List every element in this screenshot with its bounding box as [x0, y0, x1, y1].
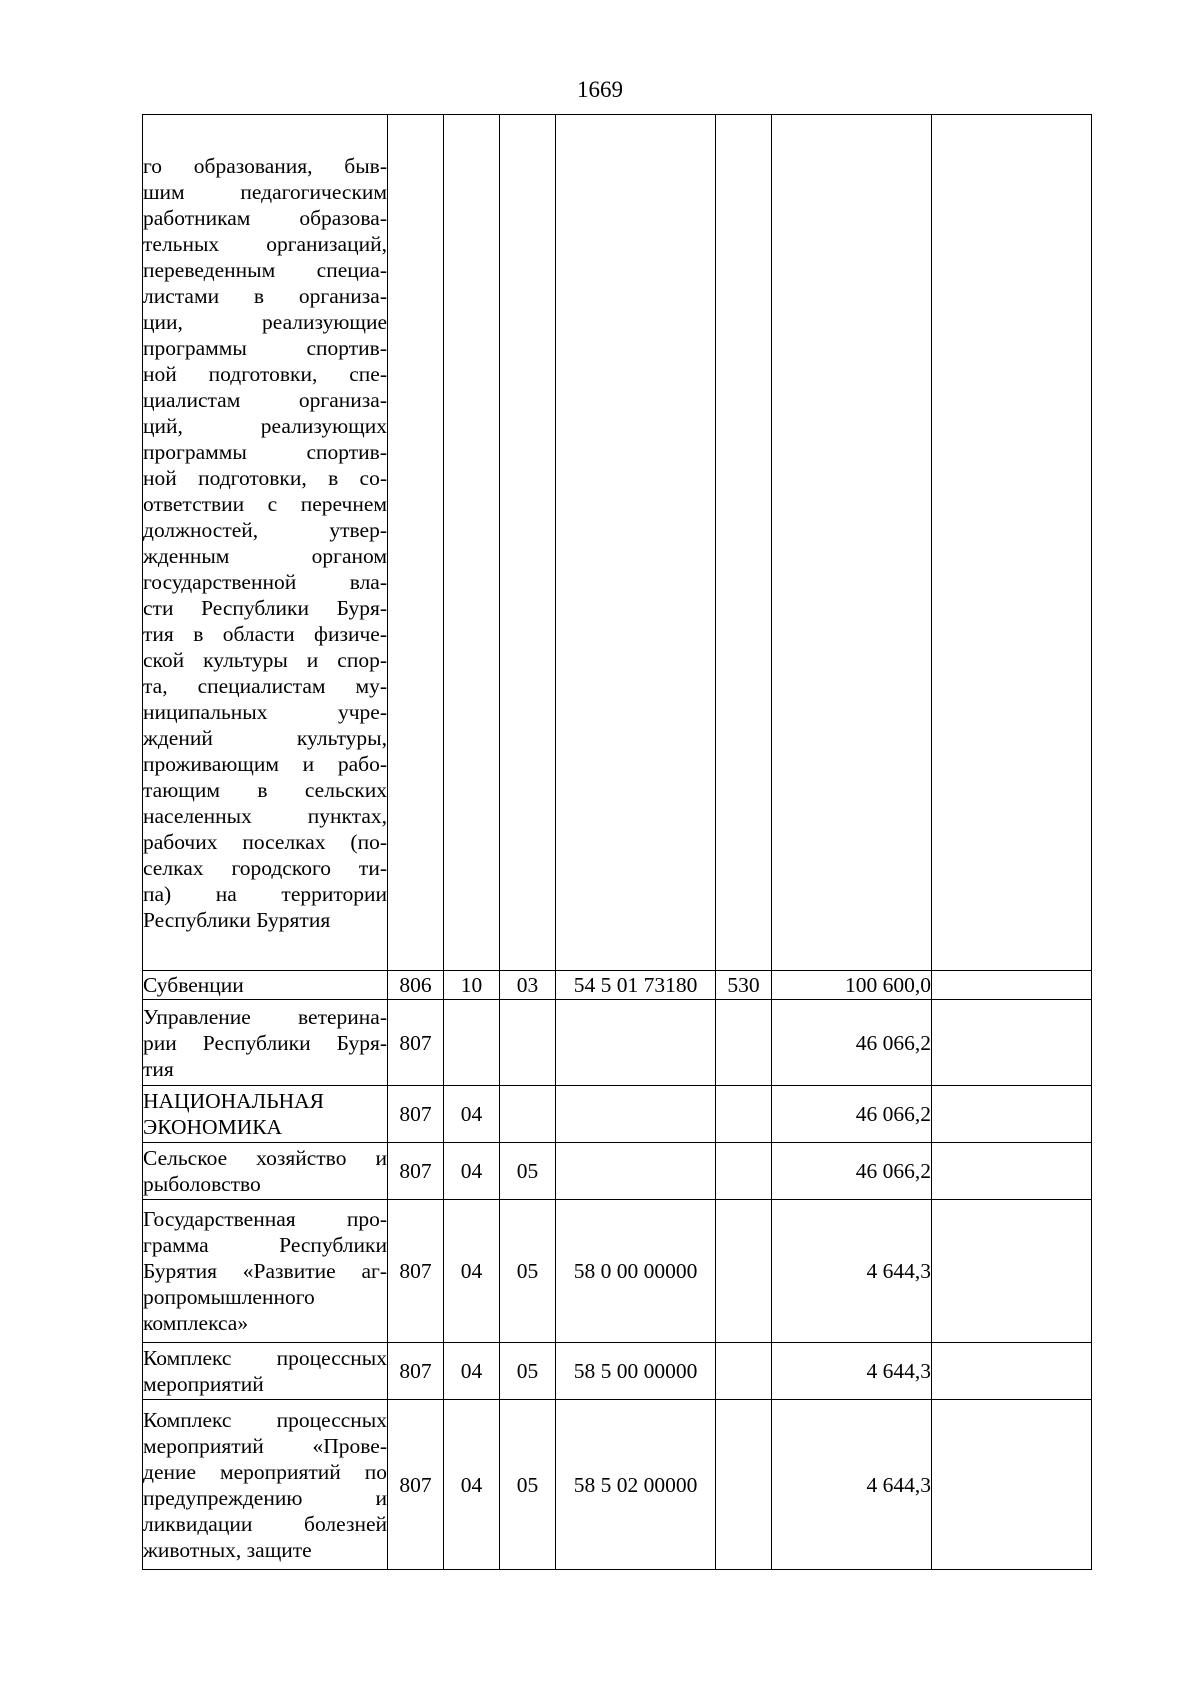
- cell-amount-2: [932, 971, 1092, 1000]
- table-row: [143, 1143, 1092, 1200]
- cell-amount-2: [932, 1343, 1092, 1400]
- item-name-line: сти Республики Буря-: [143, 595, 387, 620]
- cell-item-name: [143, 1400, 388, 1570]
- cell-section: 04: [444, 1086, 500, 1143]
- cell-section: 04: [444, 1200, 500, 1343]
- cell-section: 04: [444, 1343, 500, 1400]
- cell-expense-type: [716, 1086, 772, 1143]
- item-name-line: мероприятий «Прове-: [143, 1433, 387, 1458]
- cell-item-name: [143, 1086, 388, 1143]
- item-name-line: предупреждению и: [143, 1485, 387, 1510]
- item-name-line: Сельское хозяйство и: [143, 1146, 387, 1170]
- cell-grbs: 807: [388, 1400, 444, 1570]
- table-row: [143, 1086, 1092, 1143]
- cell-subsection: 05: [500, 1200, 556, 1343]
- table-row: [143, 1343, 1092, 1400]
- cell-subsection: [500, 115, 556, 971]
- item-name-line: программы спортив-: [143, 335, 387, 360]
- cell-target-item: 58 5 00 00000: [556, 1343, 716, 1400]
- item-name-line: Бурятия «Развитие аг-: [143, 1259, 387, 1283]
- cell-subsection: [500, 1086, 556, 1143]
- item-name-line: ной подготовки, в со-: [143, 465, 387, 490]
- item-name-line: ниципальных учре-: [143, 699, 387, 724]
- table-row: [143, 1200, 1092, 1343]
- item-name-line: ропромышленного: [143, 1285, 315, 1309]
- item-name-line: НАЦИОНАЛЬНАЯ: [143, 1089, 325, 1113]
- item-name-line: ции, реализующие: [143, 309, 387, 334]
- cell-target-item: [556, 1143, 716, 1200]
- cell-amount-2: [932, 115, 1092, 971]
- item-name-line: та, специалистам му-: [143, 673, 387, 698]
- cell-target-item: 54 5 01 73180: [556, 971, 716, 1000]
- item-name-line: Комплекс процессных: [143, 1346, 387, 1370]
- table-row: [143, 971, 1092, 1000]
- cell-section: 04: [444, 1400, 500, 1570]
- item-name-line: па) на территории: [143, 881, 387, 906]
- cell-section: [444, 1000, 500, 1086]
- item-name-line: животных, защите: [143, 1537, 312, 1562]
- item-name-line: жденным органом: [143, 543, 387, 568]
- cell-expense-type: [716, 1000, 772, 1086]
- item-name-line: Государственная про-: [143, 1207, 387, 1231]
- item-name-line: Республики Бурятия: [143, 907, 331, 932]
- cell-grbs: 807: [388, 1200, 444, 1343]
- item-name-line: программы спортив-: [143, 439, 387, 464]
- cell-expense-type: [716, 1400, 772, 1570]
- item-name-line: тельных организаций,: [143, 231, 387, 256]
- item-name-line: го образования, быв-: [143, 153, 387, 178]
- item-name-line: рыболовство: [143, 1172, 261, 1196]
- item-name-line: листами в организа-: [143, 283, 387, 308]
- item-name-line: ций, реализующих: [143, 413, 387, 438]
- item-name-line: тающим в сельских: [143, 777, 387, 802]
- cell-target-item: [556, 1086, 716, 1143]
- item-name-line: государственной вла-: [143, 569, 387, 594]
- item-name-line: комплекса»: [143, 1311, 249, 1335]
- cell-expense-type: [716, 1343, 772, 1400]
- item-name-line: рии Республики Буря-: [143, 1030, 387, 1055]
- cell-subsection: 05: [500, 1143, 556, 1200]
- cell-amount: 46 066,2: [772, 1000, 932, 1086]
- item-name-line: проживающим и рабо-: [143, 751, 387, 776]
- item-name-line: селках городского ти-: [143, 855, 387, 880]
- item-name-line: грамма Республики: [143, 1233, 387, 1257]
- budget-table: [142, 114, 1092, 1570]
- item-name-line: циалистам организа-: [143, 387, 387, 412]
- cell-target-item: [556, 115, 716, 971]
- table-row: [143, 115, 1092, 971]
- cell-target-item: 58 5 02 00000: [556, 1400, 716, 1570]
- item-name-line: дение мероприятий по: [143, 1459, 387, 1484]
- table-row: [143, 1400, 1092, 1570]
- cell-expense-type: 530: [716, 971, 772, 1000]
- cell-amount: 46 066,2: [772, 1143, 932, 1200]
- cell-grbs: 807: [388, 1086, 444, 1143]
- cell-amount-2: [932, 1000, 1092, 1086]
- item-name-line: мероприятий: [143, 1372, 264, 1396]
- cell-subsection: 05: [500, 1343, 556, 1400]
- cell-grbs: 807: [388, 1143, 444, 1200]
- cell-item-name: [143, 1143, 388, 1200]
- item-name-line: ждений культуры,: [143, 725, 387, 750]
- cell-item-name: [143, 1343, 388, 1400]
- cell-expense-type: [716, 1143, 772, 1200]
- item-name-line: переведенным специа-: [143, 257, 387, 282]
- item-name-line: населенных пунктах,: [143, 803, 387, 828]
- cell-amount: 4 644,3: [772, 1200, 932, 1343]
- cell-expense-type: [716, 1200, 772, 1343]
- cell-subsection: [500, 1000, 556, 1086]
- cell-amount-2: [932, 1086, 1092, 1143]
- item-name-line: Субвенции: [143, 973, 244, 997]
- cell-amount-2: [932, 1143, 1092, 1200]
- cell-amount: 4 644,3: [772, 1343, 932, 1400]
- cell-grbs: 807: [388, 1343, 444, 1400]
- cell-grbs: 807: [388, 1000, 444, 1086]
- item-name-line: ной подготовки, спе-: [143, 361, 387, 386]
- item-name-line: ответствии с перечнем: [143, 491, 387, 516]
- cell-expense-type: [716, 115, 772, 971]
- cell-amount: 46 066,2: [772, 1086, 932, 1143]
- cell-target-item: 58 0 00 00000: [556, 1200, 716, 1343]
- cell-amount: [772, 115, 932, 971]
- cell-grbs: [388, 115, 444, 971]
- item-name-line: ликвидации болезней: [143, 1511, 387, 1536]
- item-name-line: ской культуры и спор-: [143, 647, 387, 672]
- cell-amount-2: [932, 1200, 1092, 1343]
- item-name-line: рабочих поселках (по-: [143, 829, 387, 854]
- table-row: [143, 1000, 1092, 1086]
- item-name-line: тия в области физиче-: [143, 621, 387, 646]
- item-name-line: Управление ветерина-: [143, 1004, 387, 1029]
- cell-target-item: [556, 1000, 716, 1086]
- cell-amount: 100 600,0: [772, 971, 932, 1000]
- cell-item-name: [143, 971, 388, 1000]
- cell-item-name: [143, 115, 388, 971]
- cell-subsection: 03: [500, 971, 556, 1000]
- cell-amount: 4 644,3: [772, 1400, 932, 1570]
- cell-section: [444, 115, 500, 971]
- cell-subsection: 05: [500, 1400, 556, 1570]
- cell-item-name: [143, 1200, 388, 1343]
- cell-amount-2: [932, 1400, 1092, 1570]
- item-name-line: работникам образова-: [143, 205, 387, 230]
- item-name-line: тия: [143, 1056, 174, 1081]
- cell-section: 10: [444, 971, 500, 1000]
- item-name-line: Комплекс процессных: [143, 1407, 387, 1432]
- page-number: 1669: [577, 77, 623, 102]
- item-name-line: шим педагогическим: [143, 179, 387, 204]
- item-name-line: ЭКОНОМИКА: [143, 1115, 283, 1139]
- cell-section: 04: [444, 1143, 500, 1200]
- item-name-line: должностей, утвер-: [143, 517, 387, 542]
- cell-grbs: 806: [388, 971, 444, 1000]
- cell-item-name: [143, 1000, 388, 1086]
